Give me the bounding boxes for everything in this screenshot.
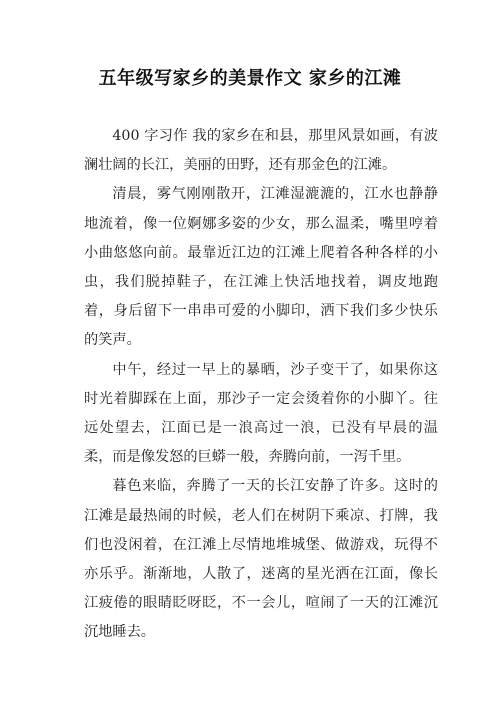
document-title: 五年级写家乡的美景作文 家乡的江滩 [98, 68, 402, 89]
paragraph-evening: 暮色来临，奔腾了一天的长江安静了许多。这时的江滩是最热闹的时候，老人们在树阴下乘凉、打牌，我们也没闲着，在江滩上尽情地堆城堡、做游戏，玩得不亦乐乎。渐渐地，人散了，迷离的星光洒在江面，像长江疲倦的眼睛眨呀眨，不一会儿，喧闹了一天的江滩沉沉地睡去。 [84, 478, 438, 641]
paragraph-noon: 中午，经过一早上的暴晒，沙子变干了，如果你这时光着脚踩在上面，那沙子一定会烫着你的小脚丫。往远处望去，江面已是一浪高过一浪，已没有早晨的温柔，而是像发怒的巨蟒一般，奔腾向前，一泻千里。 [84, 361, 438, 466]
document-body [84, 122, 438, 648]
paragraph-morning: 清晨，雾气刚刚散开，江滩湿漉漉的，江水也静静地流着，像一位婀娜多姿的少女，那么温柔，嘴里哼着小曲悠悠向前。最靠近江边的江滩上爬着各种各样的小虫，我们脱掉鞋子，在江滩上快活地找着，调皮地跑着，身后留下一串串可爱的小脚印，洒下我们多少快乐的笑声。 [84, 186, 438, 349]
paragraph-intro: 400 字习作 我的家乡在和县，那里风景如画，有波澜壮阔的长江，美丽的田野，还有那金色的江滩。 [84, 128, 438, 174]
